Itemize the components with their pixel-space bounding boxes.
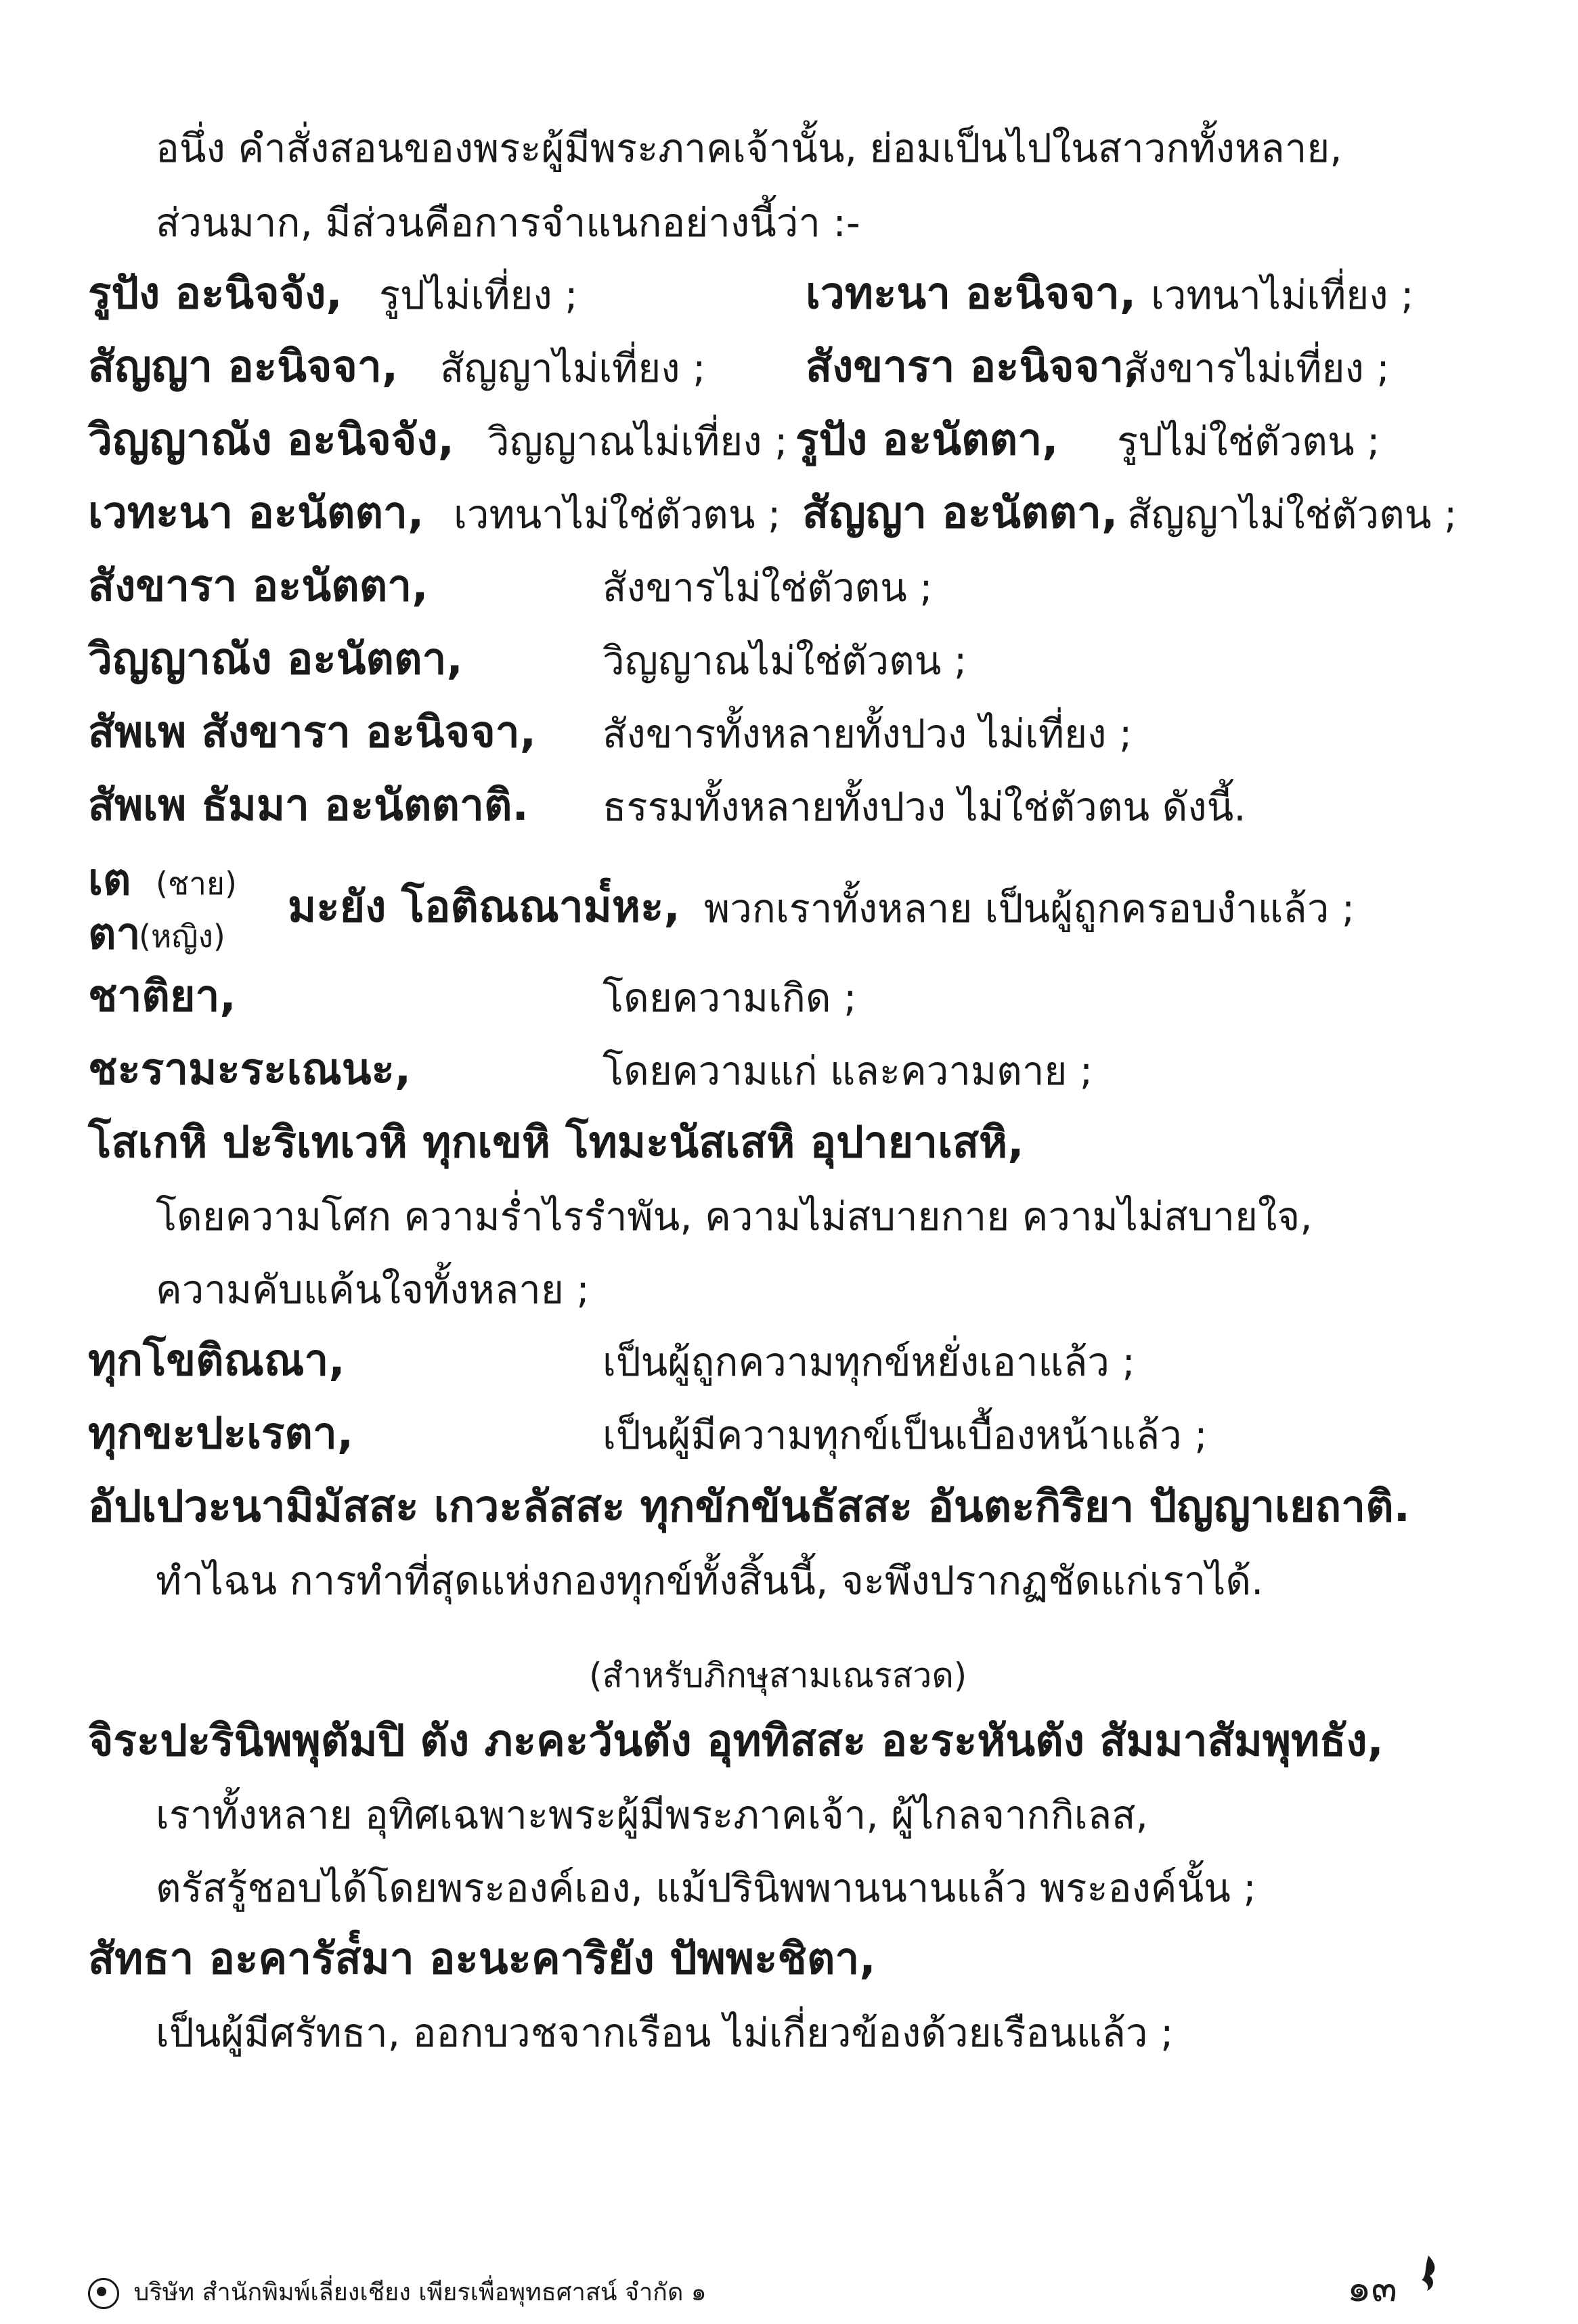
te-ta-pali: มะยัง โอติณณาม๎หะ, <box>288 882 680 932</box>
row3-2-pali: ทุกขะปะเรตา, <box>88 1409 354 1459</box>
publisher-logo-icon <box>88 2278 119 2309</box>
row2-1-thai: โดยความเกิด ; <box>602 975 857 1021</box>
row2-1-pali: ชาติยา, <box>88 971 236 1022</box>
row3-1-thai: เป็นผู้ถูกความทุกข์หยั่งเอาแล้ว ; <box>602 1339 1135 1385</box>
soka-pali: โสเกหิ ปะริเทเวหิ ทุกเขหิ โทมะนัสเสหิ อุปายาเสหิ, <box>88 1118 1024 1168</box>
soka-thai-1: โดยความโศก ความร่ำไรรำพัน, ความไม่สบายกาย ความไม่สบายใจ, <box>156 1193 1313 1240</box>
te-word: เต <box>88 855 131 905</box>
ta-note: (หญิง) <box>139 918 225 955</box>
row2-2-pali: ชะรามะระเณนะ, <box>88 1045 412 1095</box>
pair-2-right-pali: สังขารา อะนิจจา, <box>806 342 1141 392</box>
te-ta-thai: พวกเราทั้งหลาย เป็นผู้ถูกครอบงำแล้ว ; <box>704 885 1355 931</box>
pair-4-right-pali: สัญญา อะนัตตา, <box>802 488 1118 538</box>
soka-thai-2: ความคับแค้นใจทั้งหลาย ; <box>156 1267 590 1313</box>
row3-2-thai: เป็นผู้มีความทุกข์เป็นเบื้องหน้าแล้ว ; <box>602 1412 1208 1458</box>
row-2-pali: วิญญาณัง อะนัตตา, <box>88 634 463 684</box>
row2-2-thai: โดยความแก่ และความตาย ; <box>602 1048 1093 1094</box>
appeva-pali: อัปเปวะนามิมัสสะ เกวะลัสสะ ทุกขักขันธัสสะ อันตะกิริยา ปัญญาเยถาติ. <box>88 1482 1410 1532</box>
pair-3-left-thai: วิญญาณไม่เที่ยง ; <box>487 418 788 464</box>
row-2-thai: วิญญาณไม่ใช่ตัวตน ; <box>602 638 967 684</box>
pair-4-right-thai: สัญญาไม่ใช่ตัวตน ; <box>1127 491 1458 538</box>
ornament-icon <box>1415 2253 1442 2294</box>
cira-pali: จิระปะรินิพพุตัมปิ ตัง ภะคะวันตัง อุททิสสะ อะระหันตัง สัมมาสัมพุทธัง, <box>88 1716 1384 1766</box>
row-1-thai: สังขารไม่ใช่ตัวตน ; <box>602 565 933 611</box>
intro-line-2: ส่วนมาก, มีส่วนคือการจำแนกอย่างนี้ว่า :- <box>156 200 860 246</box>
pair-4-left-thai: เวทนาไม่ใช่ตัวตน ; <box>454 491 781 538</box>
pair-4-left-pali: เวทะนา อะนัตตา, <box>88 488 424 538</box>
pair-3-right-pali: รูปัง อะนัตตา, <box>795 415 1059 465</box>
page-number: ๑๓ <box>1347 2266 1397 2310</box>
ta-word: ตา <box>88 909 141 959</box>
row-3-pali: สัพเพ สังขารา อะนิจจา, <box>88 707 536 758</box>
footer-publisher <box>88 2273 707 2311</box>
te-note: (ชาย) <box>156 865 237 902</box>
row-1-pali: สังขารา อะนัตตา, <box>88 561 429 611</box>
pair-1-right-pali: เวทะนา อะนิจจา, <box>806 269 1137 319</box>
pair-1-left-pali: รูปัง อะนิจจัง, <box>88 269 343 319</box>
saddha-thai: เป็นผู้มีศรัทธา, ออกบวชจากเรือน ไม่เกี่ยวข้องด้วยเรือนแล้ว ; <box>156 2010 1174 2056</box>
pair-1-left-thai: รูปไม่เที่ยง ; <box>379 272 578 318</box>
row-4-thai: ธรรมทั้งหลายทั้งปวง ไม่ใช่ตัวตน ดังนี้. <box>602 784 1246 830</box>
chant-caption: (สำหรับภิกษุสามเณรสวด) <box>589 1656 967 1695</box>
row-3-thai: สังขารทั้งหลายทั้งปวง ไม่เที่ยง ; <box>602 711 1133 757</box>
intro-line-1: อนึ่ง คำสั่งสอนของพระผู้มีพระภาคเจ้านั้น, ย่อมเป็นไปในสาวกทั้งหลาย, <box>156 125 1342 171</box>
pair-1-right-thai: เวทนาไม่เที่ยง ; <box>1151 272 1414 318</box>
pair-3-right-thai: รูปไม่ใช่ตัวตน ; <box>1117 418 1380 464</box>
saddha-pali: สัทธา อะคารัส๎มา อะนะคาริยัง ปัพพะชิตา, <box>88 1934 876 1984</box>
row3-1-pali: ทุกโขติณณา, <box>88 1336 345 1386</box>
cira-thai-2: ตรัสรู้ชอบได้โดยพระองค์เอง, แม้ปรินิพพานนานแล้ว พระองค์นั้น ; <box>156 1865 1256 1911</box>
cira-thai-1: เราทั้งหลาย อุทิศเฉพาะพระผู้มีพระภาคเจ้า, ผู้ไกลจากกิเลส, <box>156 1792 1148 1838</box>
pair-3-left-pali: วิญญาณัง อะนิจจัง, <box>88 415 454 465</box>
pair-2-right-thai: สังขารไม่เที่ยง ; <box>1124 345 1390 391</box>
publisher-text: บริษัท สำนักพิมพ์เลี่ยงเชียง เพียรเพื่อพุทธศาสน์ จำกัด ๑ <box>133 2279 707 2306</box>
appeva-thai: ทำไฉน การทำที่สุดแห่งกองทุกข์ทั้งสิ้นนี้, จะพึงปรากฏชัดแก่เราได้. <box>156 1558 1264 1604</box>
row-4-pali: สัพเพ ธัมมา อะนัตตาติ. <box>88 781 529 831</box>
pair-2-left-thai: สัญญาไม่เที่ยง ; <box>440 345 706 391</box>
pair-2-left-pali: สัญญา อะนิจจา, <box>88 342 399 392</box>
